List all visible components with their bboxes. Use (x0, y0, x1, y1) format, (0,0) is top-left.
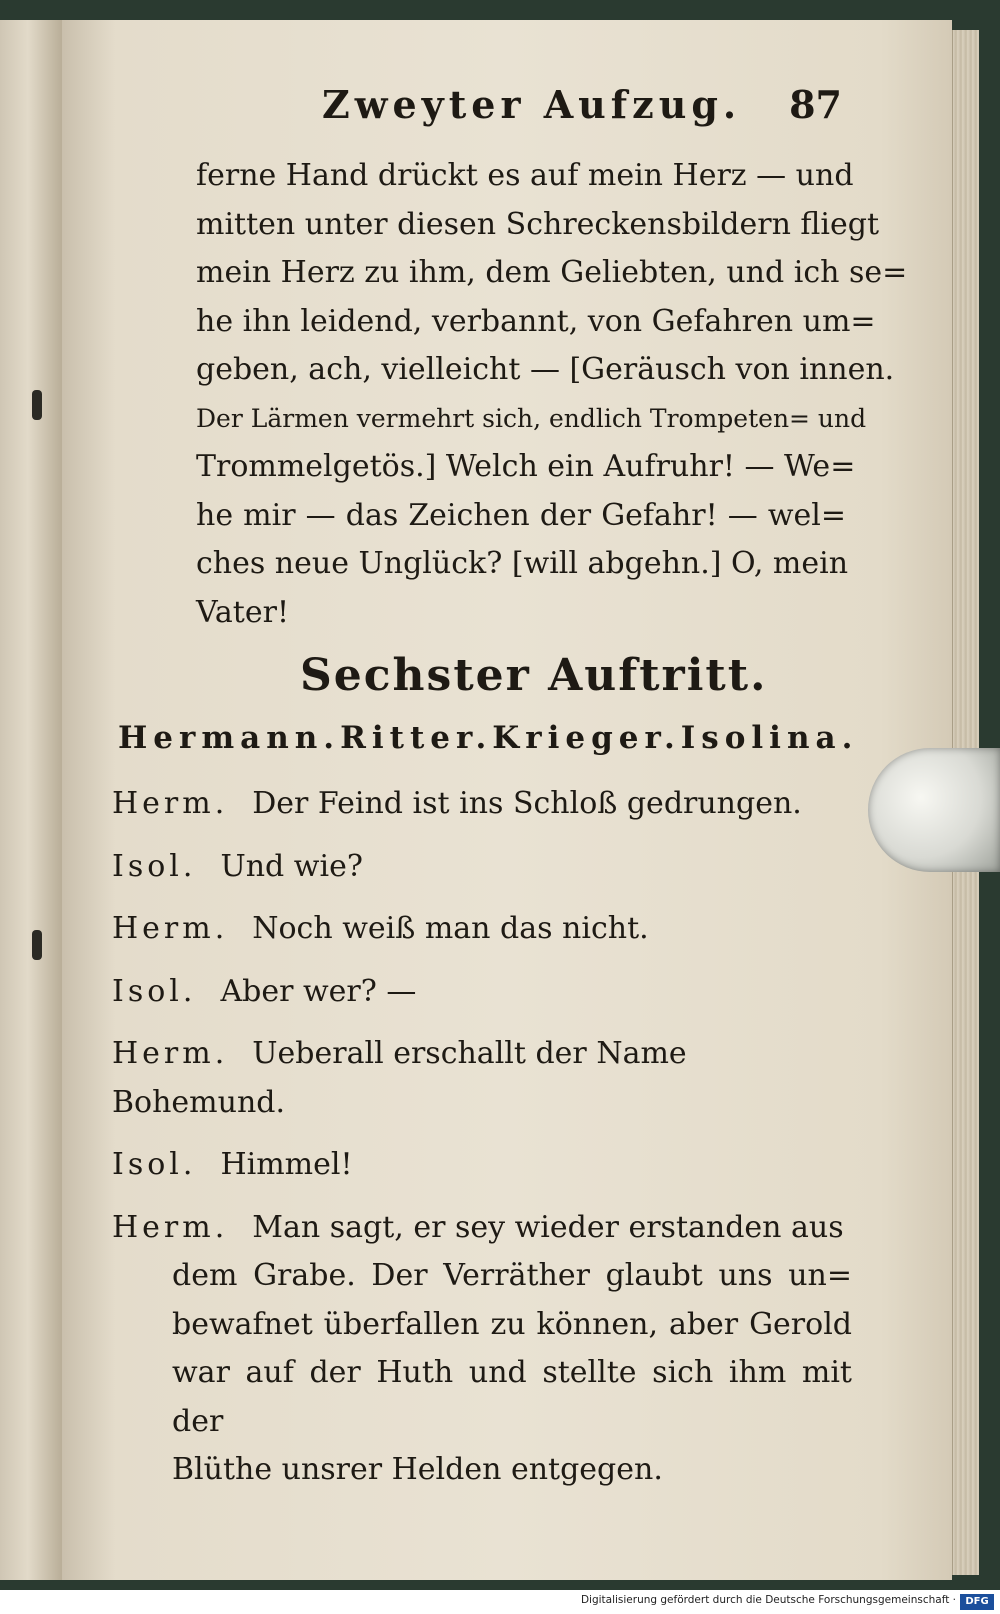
speech-line: Noch weiß man das nicht. (252, 911, 649, 946)
dialogue-turn (112, 780, 852, 829)
speaker-name: Herm. (112, 1209, 229, 1245)
speech-line: Himmel! (220, 1147, 353, 1182)
speech-line: Und wie? (220, 848, 363, 884)
paragraph-line: ferne Hand drückt es auf mein Herz — und (196, 158, 854, 193)
funding-credit: Digitalisierung gefördert durch die Deutsche Forschungsgemeinschaft · (580, 1594, 956, 1606)
dialogue-turn (112, 905, 852, 954)
speaker-name: Herm. (112, 1036, 229, 1071)
binding-thread-mark (32, 390, 42, 420)
paragraph-line: Der Lärmen vermehrt sich, endlich Trompeten= und (196, 403, 867, 433)
paragraph-line: Vater! (196, 594, 290, 630)
paragraph-line: geben, ach, vielleicht — [Geräusch von innen. (196, 352, 895, 387)
person-name: Isolina. (680, 720, 859, 756)
paragraph-line: mein Herz zu ihm, dem Geliebten, und ich se= (196, 255, 908, 290)
dialogue-turn (112, 1141, 852, 1190)
speech-line: Aber wer? — (220, 973, 417, 1009)
opening-paragraph (196, 152, 908, 637)
speaker-name: Isol. (112, 1147, 197, 1182)
running-title: Zweyter Aufzug. (322, 82, 742, 127)
speech-line: war auf der Huth und stellte sich ihm mit der (172, 1355, 852, 1439)
speech-line: dem Grabe. Der Verräther glaubt uns un= (172, 1258, 852, 1293)
left-page-edge (0, 20, 64, 1580)
dramatis-personae (118, 720, 859, 756)
dialogue-turn (112, 1204, 852, 1495)
dialogue-turn (112, 843, 852, 892)
paragraph-line: mitten unter diesen Schreckensbildern fliegt (196, 206, 880, 242)
scene-heading: Sechster Auftritt. (300, 650, 768, 701)
dialogue-turn (112, 1030, 852, 1127)
speech-line: Blüthe unsrer Helden entgegen. (172, 1452, 663, 1487)
speaker-name: Isol. (112, 973, 197, 1009)
speaker-name: Herm. (112, 911, 229, 946)
page-header (322, 70, 842, 140)
dialogue-turn (112, 968, 852, 1017)
speaker-name: Isol. (112, 848, 197, 884)
person-name: Krieger. (492, 720, 681, 756)
speech-line: Ueberall erschallt der Name Bohemund. (112, 1036, 687, 1120)
page-number: 87 (789, 82, 842, 127)
paragraph-line: he ihn leidend, verbannt, von Gefahren um= (196, 303, 876, 339)
paragraph-line: Trommelgetös.] Welch ein Aufruhr! — We= (196, 449, 856, 484)
paragraph-line: he mir — das Zeichen der Gefahr! — wel= (196, 497, 846, 533)
page-clip-tab (868, 748, 1000, 872)
speaker-name: Herm. (112, 786, 229, 821)
paragraph-line: ches neue Unglück? [will abgehn.] O, mein (196, 546, 849, 581)
person-name: Ritter. (340, 720, 493, 756)
footer-bar (0, 1590, 1000, 1614)
speech-line: bewafnet überfallen zu können, aber Gerold (172, 1306, 852, 1342)
speech-line: Der Feind ist ins Schloß gedrungen. (252, 786, 802, 821)
person-name: Hermann. (118, 720, 341, 756)
dfg-logo: DFG (960, 1594, 994, 1610)
binding-thread-mark (32, 930, 42, 960)
speech-line: Man sagt, er sey wieder erstanden aus (252, 1209, 844, 1245)
dialogue (112, 780, 852, 1509)
